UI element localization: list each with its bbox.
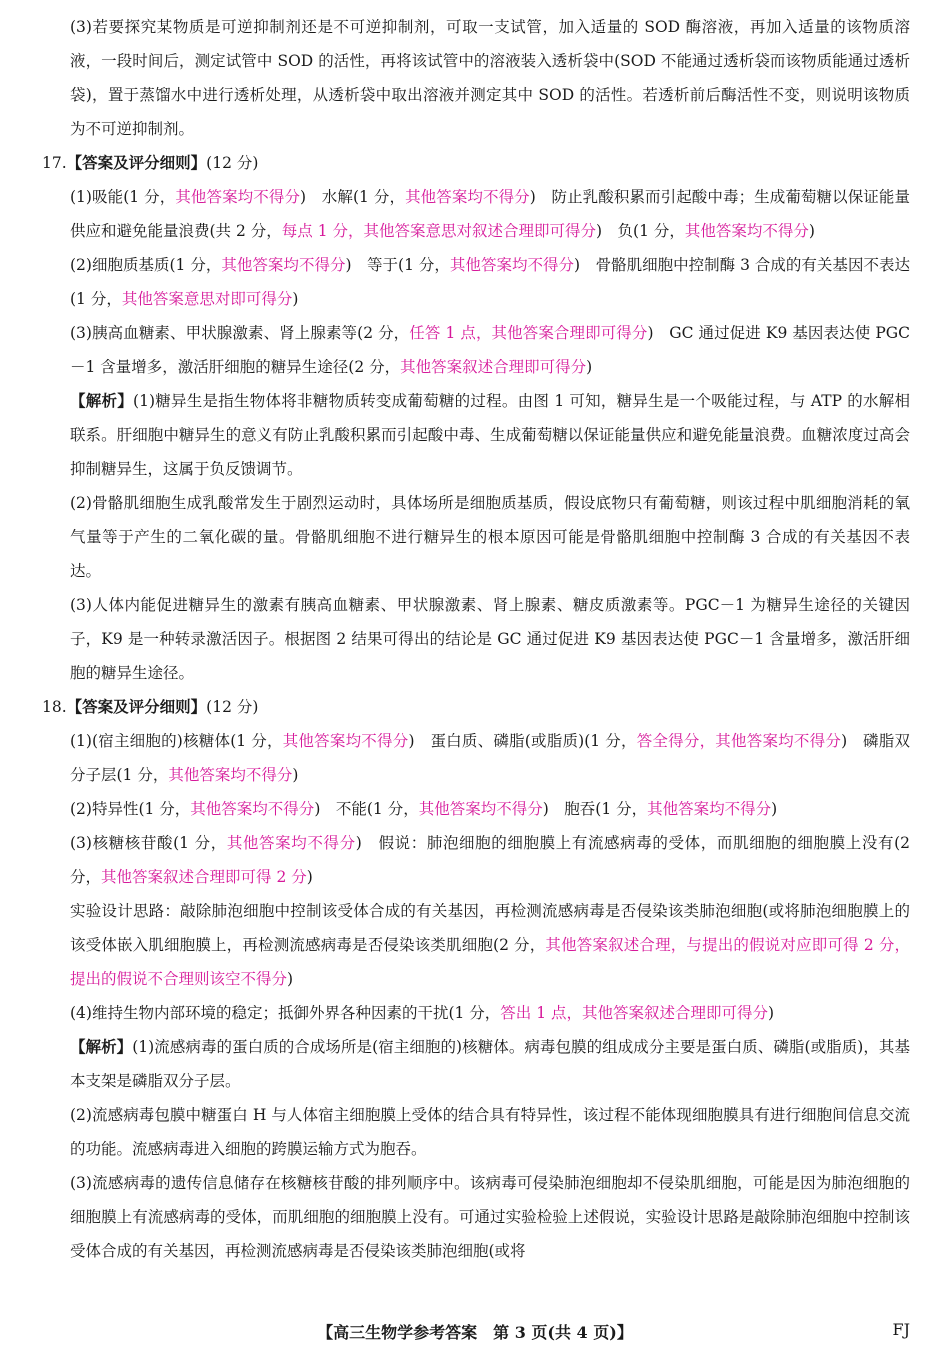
text-segment: (3)流感病毒的遗传信息储存在核糖核苷酸的排列顺序中。该病毒可侵染肺泡细胞却不侵染肌细胞，可能是因为肺泡细胞的细胞膜上有流感病毒的受体，而肌细胞的细胞膜上没有。可通过实验检验上述假说，实验设计思路是敲除肺泡细胞中控制该受体合成的有关基因，再检测流感病毒是否侵染该类肺泡细胞(或将 bbox=[70, 1174, 910, 1260]
bold-label: 【答案及评分细则】 bbox=[66, 153, 207, 172]
q17-analysis-part3 bbox=[68, 588, 910, 690]
text-segment: (2)骨骼肌细胞生成乳酸常发生于剧烈运动时，具体场所是细胞质基质，假设底物只有葡萄糖，则该过程中肌细胞消耗的氧气量等于产生的二氧化碳的量。骨骼肌细胞不进行糖异生的根本原因可能是骨骼肌细胞中控制酶 3 合成的有关基因不表达。 bbox=[70, 494, 910, 580]
text-segment: (2)流感病毒包膜中糖蛋白 H 与人体宿主细胞膜上受体的结合具有特异性，该过程不能体现细胞膜具有进行细胞间信息交流的功能。流感病毒进入细胞的跨膜运输方式为胞吞。 bbox=[70, 1106, 910, 1158]
text-segment: (1)流感病毒的蛋白质的合成场所是(宿主细胞的)核糖体。病毒包膜的组成成分主要是蛋白质、磷脂(或脂质)，其基本支架是磷脂双分子层。 bbox=[70, 1038, 910, 1090]
scoring-note: 其他答案均不得分 bbox=[647, 800, 772, 818]
text-segment: ) bbox=[771, 800, 778, 818]
text-segment: (3)人体内能促进糖异生的激素有胰高血糖素、甲状腺激素、肾上腺素、糖皮质激素等。PGC－1 为糖异生途径的关键因子，K9 是一种转录激活因子。根据图 2 结果可得出的结论是 GC 通过促进 K9 基因表达使 PGC－1 含量增多，激活肝细胞的糖异生途径。 bbox=[70, 596, 910, 682]
text-segment: ) bbox=[287, 970, 294, 988]
footer-code: FJ bbox=[892, 1320, 910, 1339]
bold-label: 【答案及评分细则】 bbox=[66, 697, 207, 716]
scoring-note: 其他答案叙述合理即可得分 bbox=[400, 358, 587, 376]
text-segment: (3)若要探究某物质是可逆抑制剂还是不可逆抑制剂，可取一支试管，加入适量的 SOD 酶溶液，再加入适量的该物质溶液，一段时间后，测定试管中 SOD 的活性，再将该试管中的溶液装入透析袋中(SOD 不能通过透析袋而该物质能通过透析袋)，置于蒸馏水中进行透析处理，从透析袋中取出溶液并测定其中 SOD 的活性。若透析前后酶活性不变，则说明该物质为不可逆抑制剂。 bbox=[70, 18, 910, 138]
q17-analysis-part2 bbox=[68, 486, 910, 588]
scoring-note: 其他答案均不得分 bbox=[282, 732, 409, 750]
scoring-note: 其他答案均不得分 bbox=[190, 800, 315, 818]
scoring-note: 任答 1 点，其他答案合理即可得分 bbox=[409, 324, 648, 342]
text-segment: (12 分) bbox=[206, 698, 259, 716]
scoring-note: 其他答案叙述合理即可得 2 分 bbox=[101, 868, 307, 886]
scoring-note: 其他答案均不得分 bbox=[684, 222, 809, 240]
text-segment: ) bbox=[292, 766, 299, 784]
q17-heading bbox=[42, 146, 910, 180]
text-segment: (1)(宿主细胞的)核糖体(1 分， bbox=[70, 732, 283, 750]
text-segment: (1)吸能(1 分， bbox=[70, 188, 176, 206]
scoring-note: 其他答案叙述合理，与提出的假说对应即可得 2 分，提出的假说不合理则该空不得分 bbox=[70, 936, 911, 988]
scoring-note: 其他答案均不得分 bbox=[449, 256, 574, 274]
footer-title: 【高三生物学参考答案 第 3 页(共 4 页)】 bbox=[317, 1323, 633, 1342]
q17-answer-part2 bbox=[68, 248, 910, 316]
q18-answer-part1 bbox=[68, 724, 910, 792]
text-segment: (3)核糖核苷酸(1 分， bbox=[70, 834, 227, 852]
text-segment: ) 防止乳酸积累而引起酸中毒；生成葡萄糖以保证能量供应和避免能量浪费(共 2 分， bbox=[70, 188, 910, 240]
text-segment: ) bbox=[768, 1004, 775, 1022]
text-segment: ) bbox=[292, 290, 299, 308]
scoring-note: 其他答案均不得分 bbox=[418, 800, 543, 818]
text-segment: ) 负(1 分， bbox=[595, 222, 685, 240]
scoring-note: 其他答案均不得分 bbox=[168, 766, 293, 784]
scoring-note: 其他答案均不得分 bbox=[226, 834, 356, 852]
text-segment: ) 假说：肺泡细胞的细胞膜上有流感病毒的受体，而肌细胞的细胞膜上没有(2 分， bbox=[70, 834, 910, 886]
page-footer bbox=[0, 1318, 950, 1350]
text-segment: (1)糖异生是指生物体将非糖物质转变成葡萄糖的过程。由图 1 可知，糖异生是一个吸能过程，与 ATP 的水解相联系。肝细胞中糖异生的意义有防止乳酸积累而引起酸中毒、生成葡萄糖以保证能量供应和避免能量浪费。血糖浓度过高会抑制糖异生，这属于负反馈调节。 bbox=[70, 392, 910, 478]
q18-experiment-design bbox=[68, 894, 910, 996]
scoring-note: 每点 1 分，其他答案意思对叙述合理即可得分 bbox=[281, 222, 596, 240]
text-segment: ) 不能(1 分， bbox=[314, 800, 419, 818]
text-segment: ) 水解(1 分， bbox=[300, 188, 406, 206]
text-segment: ) 骨骼肌细胞中控制酶 3 合成的有关基因不表达(1 分， bbox=[70, 256, 910, 308]
bold-label: 【解析】 bbox=[70, 1037, 133, 1056]
q18-answer-part3 bbox=[68, 826, 910, 894]
q18-answer-part2 bbox=[68, 792, 910, 826]
q18-analysis-part1 bbox=[68, 1030, 910, 1098]
q17-answer-part1 bbox=[68, 180, 910, 248]
answer-content bbox=[42, 10, 911, 1268]
text-segment: ) 等于(1 分， bbox=[345, 256, 450, 274]
text-segment: ) 蛋白质、磷脂(或脂质)(1 分， bbox=[408, 732, 637, 750]
text-segment: ) bbox=[586, 358, 593, 376]
text-segment: ) bbox=[808, 222, 815, 240]
text-segment: 实验设计思路：敲除肺泡细胞中控制该受体合成的有关基因，再检测流感病毒是否侵染该类肺泡细胞(或将肺泡细胞膜上的该受体嵌入肌细胞膜上，再检测流感病毒是否侵染该类肌细胞(2 分， bbox=[70, 902, 910, 954]
text-segment: (2)细胞质基质(1 分， bbox=[70, 256, 222, 274]
scoring-note: 其他答案意思对即可得分 bbox=[121, 290, 293, 308]
text-segment: (12 分) bbox=[206, 154, 259, 172]
q17-analysis-part1 bbox=[68, 384, 910, 486]
scoring-note: 其他答案均不得分 bbox=[405, 188, 530, 206]
scoring-note: 其他答案均不得分 bbox=[175, 188, 301, 206]
q18-answer-part4 bbox=[68, 996, 910, 1030]
text-segment: ) bbox=[306, 868, 313, 886]
text-segment: (4)维持生物内部环境的稳定；抵御外界各种因素的干扰(1 分， bbox=[70, 1004, 501, 1022]
text-segment: (3)胰高血糖素、甲状腺激素、肾上腺素等(2 分， bbox=[70, 324, 410, 342]
text-segment: ) 胞吞(1 分， bbox=[542, 800, 648, 818]
text-segment: ) 磷脂双分子层(1 分， bbox=[70, 732, 910, 784]
text-segment: ) GC 通过促进 K9 基因表达使 PGC－1 含量增多，激活肝细胞的糖异生途径(2 分， bbox=[70, 324, 910, 376]
q18-analysis-part3 bbox=[68, 1166, 910, 1268]
text-segment: (2)特异性(1 分， bbox=[70, 800, 191, 818]
scoring-note: 答出 1 点，其他答案叙述合理即可得分 bbox=[500, 1004, 769, 1022]
scoring-note: 答全得分，其他答案均不得分 bbox=[636, 732, 842, 750]
text-segment: 18. bbox=[42, 698, 67, 716]
q18-heading bbox=[42, 690, 910, 724]
q18-analysis-part2 bbox=[68, 1098, 910, 1166]
q17-answer-part3 bbox=[68, 316, 910, 384]
scoring-note: 其他答案均不得分 bbox=[221, 256, 346, 274]
paragraph-q16-part3 bbox=[68, 10, 910, 146]
bold-label: 【解析】 bbox=[70, 391, 134, 410]
text-segment: 17. bbox=[42, 154, 67, 172]
